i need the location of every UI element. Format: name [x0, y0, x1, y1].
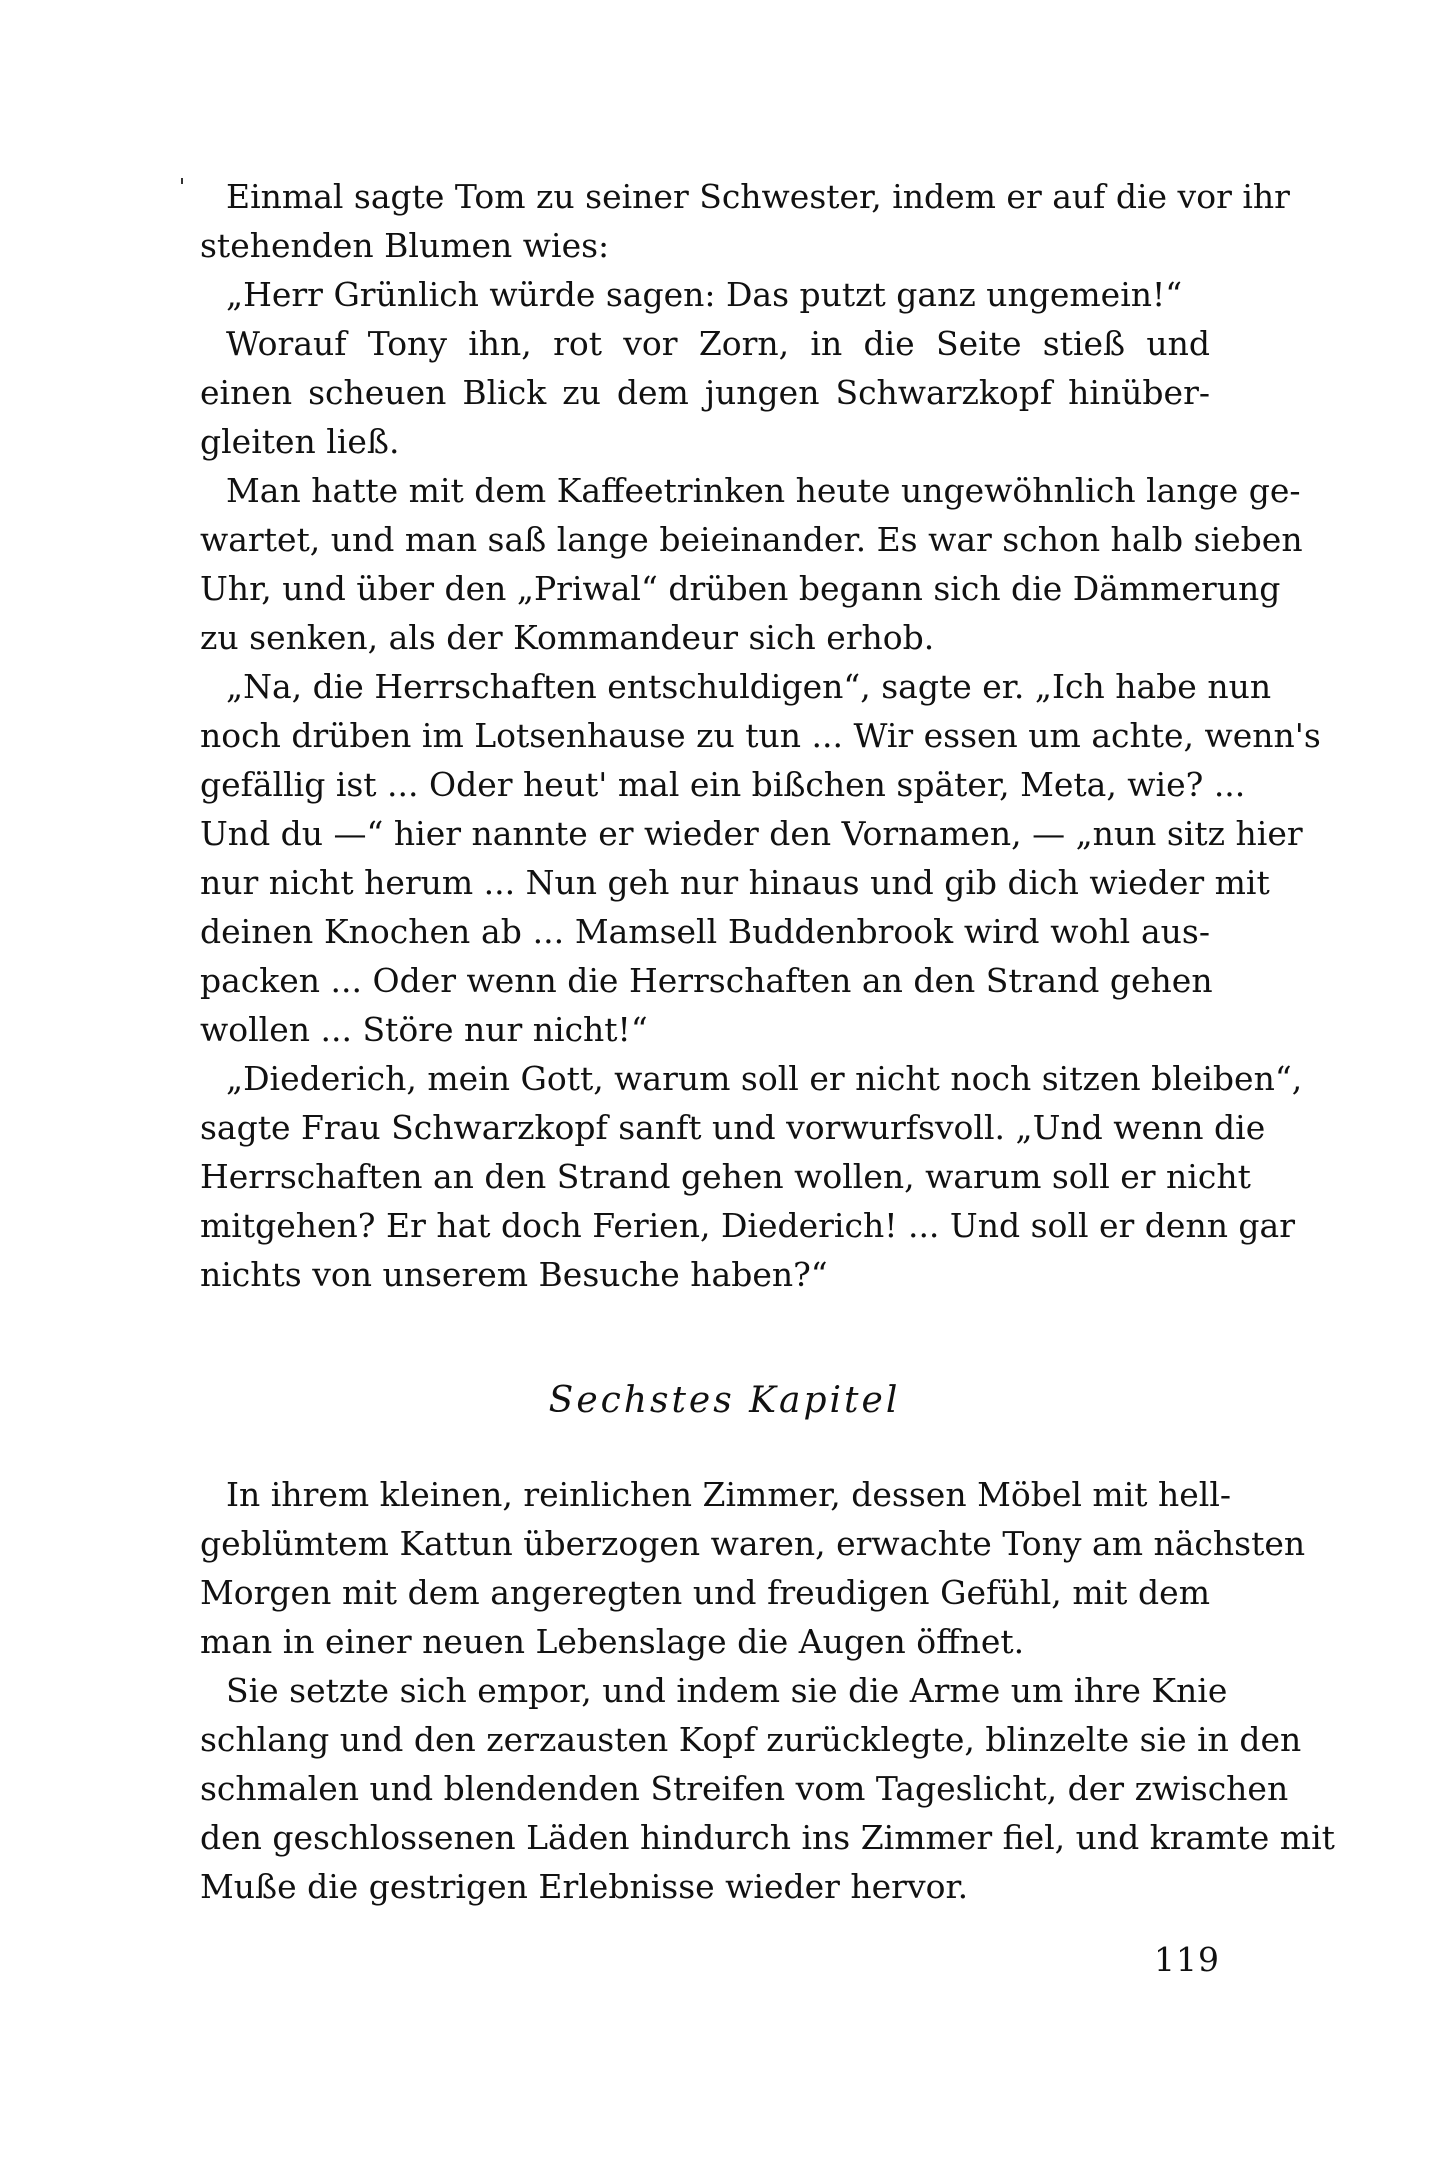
ink-speck [181, 178, 183, 184]
text-line: wartet, und man saß lange beieinander. Es war schon halb sieben [200, 520, 1303, 559]
text-line: Man hatte mit dem Kaffeetrinken heute ungewöhnlich lange ge- [226, 471, 1301, 510]
text-block-bottom [200, 1470, 1335, 1911]
text-line: Worauf Tony ihn, rot vor Zorn, in die Seite stieß und [226, 324, 1210, 363]
text-line: sagte Frau Schwarzkopf sanft und vorwurfsvoll. „Und wenn die [200, 1108, 1266, 1147]
page-number: 119 [1154, 1940, 1220, 1979]
text-line: mitgehen? Er hat doch Ferien, Diederich! ... Und soll er denn gar [200, 1206, 1296, 1245]
text-line: Muße die gestrigen Erlebnisse wieder hervor. [200, 1867, 969, 1906]
text-block-top [200, 172, 1321, 1299]
text-line: den geschlossenen Läden hindurch ins Zimmer fiel, und kramte mit [200, 1818, 1335, 1857]
text-line: Morgen mit dem angeregten und freudigen Gefühl, mit dem [200, 1573, 1210, 1612]
text-line: „Herr Grünlich würde sagen: Das putzt ganz ungemein!“ [226, 275, 1183, 314]
text-line: Sie setzte sich empor, und indem sie die Arme um ihre Knie [226, 1671, 1228, 1710]
text-line: schmalen und blendenden Streifen vom Tageslicht, der zwischen [200, 1769, 1289, 1808]
text-line: gleiten ließ. [200, 422, 400, 461]
chapter-heading: Sechstes Kapitel [548, 1380, 901, 1421]
text-line: Und du —“ hier nannte er wieder den Vornamen, — „nun sitz hier [200, 814, 1303, 853]
text-line: Herrschaften an den Strand gehen wollen, warum soll er nicht [200, 1157, 1251, 1196]
text-line: nur nicht herum ... Nun geh nur hinaus und gib dich wieder mit [200, 863, 1270, 902]
text-line: packen ... Oder wenn die Herrschaften an den Strand gehen [200, 961, 1213, 1000]
text-line: wollen ... Störe nur nicht!“ [200, 1010, 648, 1049]
text-line: „Na, die Herrschaften entschuldigen“, sagte er. „Ich habe nun [226, 667, 1272, 706]
text-line: deinen Knochen ab ... Mamsell Buddenbrook wird wohl aus- [200, 912, 1210, 951]
text-line: gefällig ist ... Oder heut' mal ein bißchen später, Meta, wie? ... [200, 765, 1246, 804]
text-line: zu senken, als der Kommandeur sich erhob. [200, 618, 935, 657]
text-line: schlang und den zerzausten Kopf zurücklegte, blinzelte sie in den [200, 1720, 1302, 1759]
text-line: einen scheuen Blick zu dem jungen Schwarzkopf hinüber- [200, 373, 1210, 412]
text-line: nichts von unserem Besuche haben?“ [200, 1255, 828, 1294]
text-line: „Diederich, mein Gott, warum soll er nicht noch sitzen bleiben“, [226, 1059, 1303, 1098]
text-line: stehenden Blumen wies: [200, 226, 610, 265]
text-line: In ihrem kleinen, reinlichen Zimmer, dessen Möbel mit hell- [226, 1475, 1232, 1514]
text-line: man in einer neuen Lebenslage die Augen öffnet. [200, 1622, 1025, 1661]
text-line: Uhr, und über den „Priwal“ drüben begann sich die Dämmerung [200, 569, 1281, 608]
text-line: Einmal sagte Tom zu seiner Schwester, indem er auf die vor ihr [226, 177, 1290, 216]
text-line: geblümtem Kattun überzogen waren, erwachte Tony am nächsten [200, 1524, 1306, 1563]
text-line: noch drüben im Lotsenhause zu tun ... Wir essen um achte, wenn's [200, 716, 1321, 755]
